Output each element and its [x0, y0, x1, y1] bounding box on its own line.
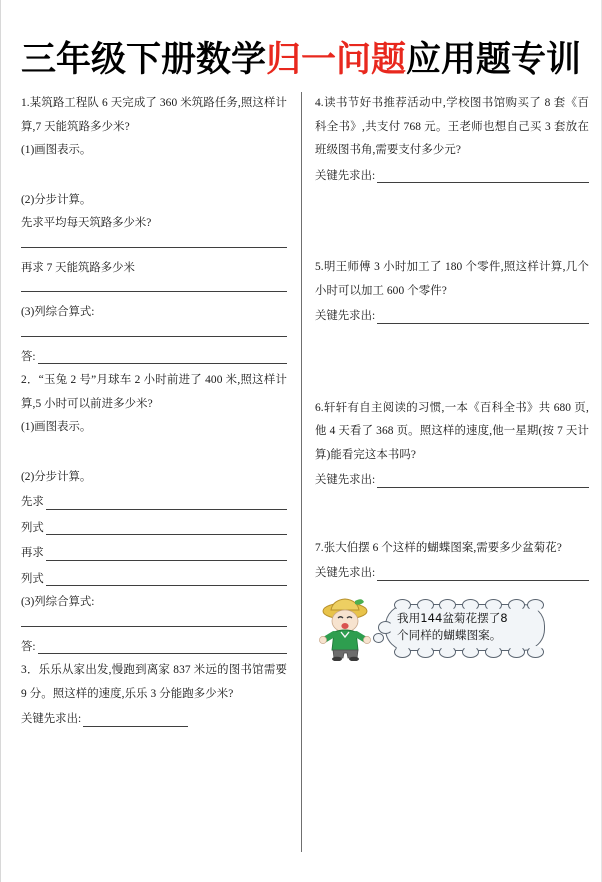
bubble-bumps-bottom — [394, 646, 536, 656]
work-area-4[interactable] — [315, 188, 589, 222]
answer-line-2e[interactable] — [21, 626, 287, 627]
work-area-6b[interactable] — [315, 527, 589, 537]
question-6-text: 6.轩轩有自主阅读的习惯,一本《百科全书》共 680 页,他 4 天看了 368 页。照这样的速度,他一星期(按 7 天计算)能看完这本书吗? — [315, 401, 589, 461]
farmer-character-icon — [315, 595, 375, 661]
question-7 — [315, 537, 589, 661]
question-2-expr-label-1: 列式 — [21, 521, 44, 534]
page-title — [1, 0, 601, 86]
right-column — [301, 92, 602, 862]
answer-line-2b[interactable] — [46, 534, 287, 535]
speech-line-2: 个同样的蝴蝶图案。 — [397, 628, 502, 642]
answer-line-1b[interactable] — [21, 291, 287, 292]
question-7-illustration — [315, 595, 589, 661]
question-3-key-row — [21, 708, 287, 732]
work-area-6[interactable] — [315, 493, 589, 527]
bubble-bumps-top — [394, 599, 536, 609]
answer-line-1c[interactable] — [21, 336, 287, 337]
question-7-key-row — [315, 562, 589, 586]
question-6-key-label: 关键先求出: — [315, 474, 376, 486]
question-2-expr-row-1 — [21, 517, 287, 541]
question-7-key-label: 关键先求出: — [315, 567, 376, 579]
question-1-step3: (3)列综合算式: — [21, 306, 95, 318]
question-4-text: 4.读书节好书推荐活动中,学校图书馆购买了 8 套《百科全书》,共支付 768 元。王老师也想自己买 3 套放在班级图书角,需要支付多少元? — [315, 97, 589, 156]
question-2 — [21, 369, 287, 659]
question-6-key-row — [315, 469, 589, 493]
question-6 — [315, 397, 589, 493]
speech-bubble — [385, 604, 545, 651]
question-2-expr-row-2 — [21, 568, 287, 592]
answer-line-4a[interactable] — [377, 182, 589, 183]
question-2-then-label: 再求 — [21, 547, 44, 559]
question-4-key-row — [315, 165, 589, 189]
answer-line-7a[interactable] — [377, 580, 589, 581]
question-1-step2-then: 再求 7 天能筑路多少米 — [21, 261, 135, 274]
question-2-first-label: 先求 — [21, 496, 44, 508]
question-1-answer-label: 答: — [21, 350, 36, 363]
answer-line-6a[interactable] — [377, 487, 589, 488]
drawing-area-1[interactable] — [21, 163, 287, 189]
work-area-4b[interactable] — [315, 222, 589, 256]
answer-line-2c[interactable] — [46, 560, 287, 561]
worksheet-columns — [1, 92, 602, 862]
question-2-step1: (1)画图表示。 — [21, 421, 92, 433]
speech-line-1: 我用144盆菊花摆了8 — [397, 611, 508, 625]
answer-line-3a[interactable] — [83, 726, 188, 727]
answer-line-2d[interactable] — [46, 585, 287, 586]
question-4-key-label: 关键先求出: — [315, 169, 376, 182]
title-highlight: 归一问题 — [265, 40, 406, 80]
title-prefix: 三年级下册数学 — [20, 40, 266, 80]
drawing-area-2[interactable] — [21, 440, 287, 466]
question-2-text: 2．“玉兔 2 号”月球车 2 小时前进了 400 米,照这样计算,5 小时可以前进多少米? — [21, 374, 287, 410]
question-2-first-row — [21, 491, 287, 515]
question-1-step2-first: 先求平均每天筑路多少米? — [21, 217, 152, 229]
work-area-5[interactable] — [315, 329, 589, 363]
question-5 — [315, 256, 589, 329]
answer-line-1a[interactable] — [21, 247, 287, 248]
question-2-step2: (2)分步计算。 — [21, 470, 92, 483]
question-2-then-row — [21, 542, 287, 566]
answer-line-2f[interactable] — [38, 653, 287, 654]
answer-line-2a[interactable] — [46, 509, 287, 510]
question-5-text: 5.明王师傅 3 小时加工了 180 个零件,照这样计算,几个小时可以加工 600 个零件? — [315, 261, 589, 297]
question-4 — [315, 92, 589, 188]
answer-line-1d[interactable] — [38, 363, 287, 364]
title-suffix: 应用题专训 — [406, 40, 582, 80]
question-3-key-label: 关键先求出: — [21, 713, 82, 725]
question-2-expr-label-2: 列式 — [21, 572, 44, 585]
question-1-step1: (1)画图表示。 — [21, 144, 92, 156]
question-1-text: 1.某筑路工程队 6 天完成了 360 米筑路任务,照这样计算,7 天能筑路多少米? — [21, 97, 287, 133]
question-1-answer-row — [21, 346, 287, 370]
question-3 — [21, 659, 287, 732]
question-2-answer-label: 答: — [21, 640, 36, 653]
left-column — [1, 92, 301, 862]
question-3-text: 3．乐乐从家出发,慢跑到离家 837 米远的图书馆需要 9 分。照这样的速度,乐乐 3 分能跑多少米? — [21, 664, 287, 700]
question-5-key-label: 关键先求出: — [315, 310, 376, 322]
question-5-key-row — [315, 305, 589, 329]
question-2-step3: (3)列综合算式: — [21, 596, 95, 608]
answer-line-5a[interactable] — [377, 323, 589, 324]
question-2-answer-row — [21, 636, 287, 660]
question-1 — [21, 92, 287, 369]
question-7-text: 7.张大伯摆 6 个这样的蝴蝶图案,需要多少盆菊花? — [315, 541, 562, 554]
question-1-step2: (2)分步计算。 — [21, 193, 92, 206]
work-area-5b[interactable] — [315, 363, 589, 397]
